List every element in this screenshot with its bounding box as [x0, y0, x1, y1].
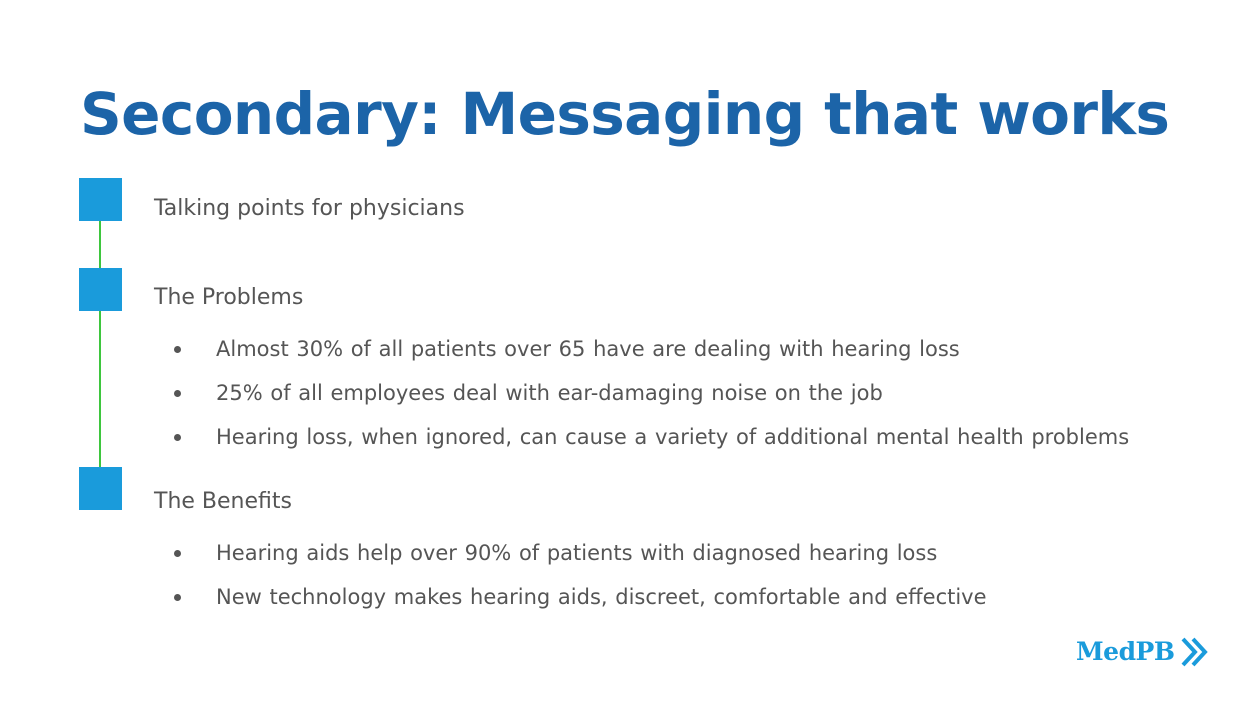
bullet-dot: [174, 346, 181, 353]
section-marker: [79, 467, 122, 510]
bullet-text: New technology makes hearing aids, discreet, comfortable and effective: [216, 585, 987, 609]
section-marker: [79, 178, 122, 221]
double-chevron-right-icon: [1177, 635, 1211, 669]
bullet-dot: [174, 434, 181, 441]
bullet-text: 25% of all employees deal with ear-damaging noise on the job: [216, 381, 883, 405]
bullet-text: Almost 30% of all patients over 65 have are dealing with hearing loss: [216, 337, 960, 361]
medpb-logo: [1076, 632, 1211, 672]
list-item: [174, 334, 1174, 364]
list-item: [174, 538, 1174, 568]
timeline-connector: [99, 221, 101, 268]
bullet-dot: [174, 550, 181, 557]
bullet-text: Hearing loss, when ignored, can cause a variety of additional mental health problems: [216, 425, 1130, 449]
timeline-connector: [99, 311, 101, 467]
bullet-dot: [174, 390, 181, 397]
bullet-dot: [174, 594, 181, 601]
section-label-benefits: The Benefits: [154, 489, 292, 514]
section-marker: [79, 268, 122, 311]
logo-text: MedPB: [1076, 637, 1175, 666]
list-item: [174, 422, 1174, 452]
section-label-talking-points: Talking points for physicians: [154, 196, 465, 221]
bullet-text: Hearing aids help over 90% of patients with diagnosed hearing loss: [216, 541, 938, 565]
section-label-problems: The Problems: [154, 285, 304, 310]
slide-title: Secondary: Messaging that works: [80, 80, 1170, 148]
list-item: [174, 378, 1174, 408]
list-item: [174, 582, 1174, 612]
